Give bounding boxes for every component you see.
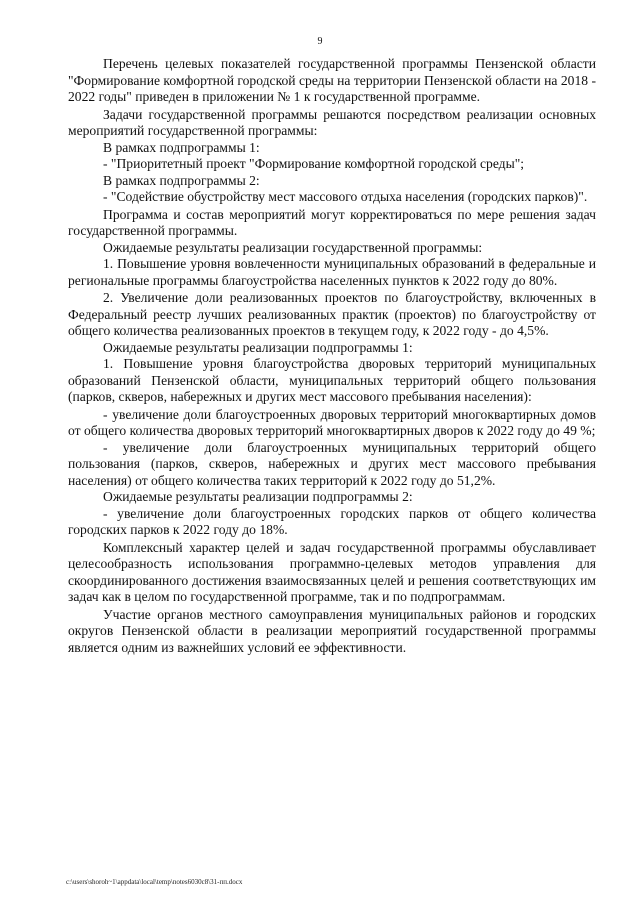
footer-file-path: c:\users\shoroh~1\appdata\local\temp\notes6030c8\31-пп.docx: [66, 878, 243, 886]
paragraph-subprogram2-results-heading: Ожидаемые результаты реализации подпрограммы 2:: [103, 489, 413, 504]
paragraph-complex-nature: Комплексный характер целей и задач государственной программы обуславливает целесообразность использования программно-целевых методов управления для скоординированного достижения взаимосвязанных целей и решения соответствующих им задач как в целом по государственной программе, так и по подпрограммам.: [68, 539, 596, 604]
paragraph-subprogram2-result-parks: - увеличение доли благоустроенных городских парков от общего количества городских парков к 2022 году до 18%.: [68, 505, 596, 537]
paragraph-subprogram1-result-1: 1. Повышение уровня благоустройства дворовых территорий муниципальных образований Пензенской области, муниципальных территорий общего пользования (парков, скверов, набережных и других мест массового пребывания населения):: [68, 356, 596, 404]
paragraph-subprogram1-heading: В рамках подпрограммы 1:: [103, 139, 260, 155]
paragraph-subprogram1-results-heading: Ожидаемые результаты реализации подпрограммы 1:: [103, 339, 413, 355]
paragraph-subprogram2-item: - "Содействие обустройству мест массового отдыха населения (городских парков)".: [103, 189, 588, 204]
paragraph-subprogram1-result-yards: - увеличение доли благоустроенных дворовых территорий многоквартирных домов от общего количества дворовых территорий многоквартирных дворов к 2022 году до 49 %;: [68, 406, 596, 438]
document-body: [68, 56, 596, 656]
page-number: 9: [317, 36, 323, 47]
paragraph-result-1: 1. Повышение уровня вовлеченности муниципальных образований в федеральные и региональные программы благоустройства населенных пунктов к 2022 году до 80%.: [68, 256, 596, 288]
paragraph-tasks: Задачи государственной программы решаются посредством реализации основных мероприятий государственной программы:: [68, 106, 596, 138]
paragraph-local-government-participation: Участие органов местного самоуправления муниципальных районов и городских округов Пензенской области в реализации мероприятий государственной программы является одним из важнейших условий ее эффективности.: [68, 606, 596, 655]
paragraph-subprogram2-heading: В рамках подпрограммы 2:: [103, 172, 260, 188]
paragraph-target-indicators: Перечень целевых показателей государственной программы Пензенской области "Формирование комфортной городской среды на территории Пензенской области на 2018 - 2022 годы" приведен в приложении № 1 к государственной программе.: [68, 56, 596, 104]
paragraph-program-adjustment: Программа и состав мероприятий могут корректироваться по мере решения задач государственной программы.: [68, 206, 596, 238]
paragraph-subprogram1-result-public-areas: - увеличение доли благоустроенных муниципальных территорий общего пользования (парков, скверов, набережных и других мест массового пребывания населения) от общего количества таких территорий к 2022 году до 51,2%.: [68, 439, 596, 488]
paragraph-result-2: 2. Увеличение доли реализованных проектов по благоустройству, включенных в Федеральный реестр лучших реализованных практик (проектов) по благоустройству от общего количества реализованных проектов в текущем году, к 2022 году - до 4,5%.: [68, 290, 596, 338]
paragraph-expected-results-heading: Ожидаемые результаты реализации государственной программы:: [103, 239, 483, 255]
paragraph-subprogram1-item: - "Приоритетный проект "Формирование комфортной городской среды";: [103, 156, 525, 171]
